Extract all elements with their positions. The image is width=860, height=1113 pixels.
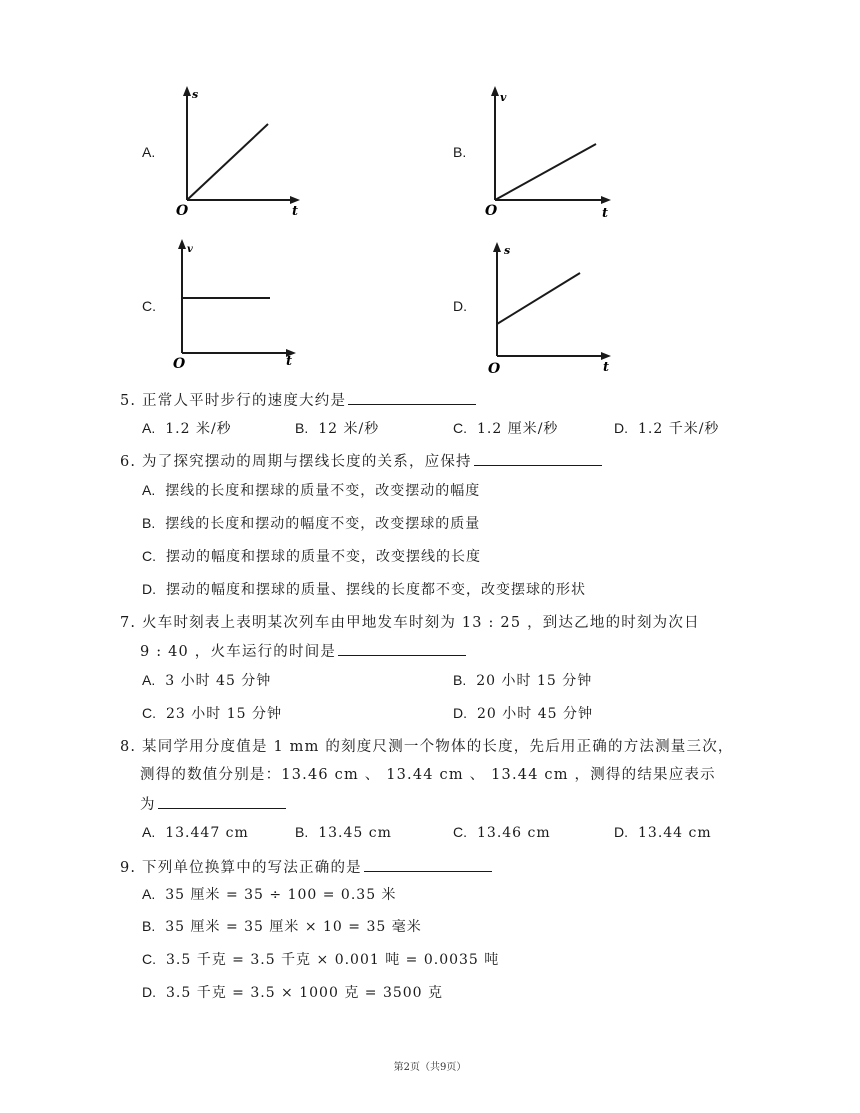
graph-d-x-label: t bbox=[603, 360, 610, 375]
question-9-option-a: A. 35 厘米 = 35 ÷ 100 = 0.35 米 bbox=[142, 886, 397, 903]
graph-a-x-arrow bbox=[290, 196, 300, 204]
graph-b-line bbox=[495, 144, 596, 200]
answer-blank bbox=[158, 794, 286, 809]
page-footer: 第2页（共9页） bbox=[393, 1062, 467, 1073]
question-8-stem-line-2: 测得的数值分别是：13.46 cm 、 13.44 cm 、 13.44 cm ，测得的结果应表示 bbox=[140, 767, 716, 783]
question-5-option-c: C. 1.2 厘米/秒 bbox=[453, 420, 559, 437]
question-6-stem bbox=[120, 451, 602, 472]
question-7-option-d: D. 20 小时 45 分钟 bbox=[453, 705, 593, 722]
question-7-stem-line-2: 9 : 40 ，火车运行的时间是 bbox=[140, 641, 466, 662]
graph-b-label: B. bbox=[453, 144, 467, 160]
graph-a-x-label: t bbox=[292, 204, 299, 219]
graph-b-y-arrow bbox=[491, 86, 499, 96]
answer-blank bbox=[348, 390, 476, 405]
graph-a-line bbox=[187, 124, 268, 200]
graph-d bbox=[480, 240, 620, 375]
question-6-text: 6. 为了探究摆动的周期与摆线长度的关系，应保持 bbox=[120, 454, 472, 470]
graph-b-origin-label: O bbox=[485, 203, 498, 219]
question-7-option-b: B. 20 小时 15 分钟 bbox=[453, 672, 593, 689]
answer-blank bbox=[364, 857, 492, 872]
question-6-option-d: D. 摆动的幅度和摆球的质量、摆线的长度都不变，改变摆球的形状 bbox=[142, 581, 586, 598]
question-8-option-a: A. 13.447 cm bbox=[142, 824, 249, 841]
question-5-option-a: A. 1.2 米/秒 bbox=[142, 420, 232, 437]
question-9-text: 9. 下列单位换算中的写法正确的是 bbox=[120, 860, 362, 876]
question-8-option-c: C. 13.46 cm bbox=[453, 824, 551, 841]
graph-b-x-arrow bbox=[601, 196, 611, 204]
graph-d-line bbox=[497, 273, 580, 324]
graph-d-origin-label: O bbox=[488, 361, 501, 377]
graph-d-label: D. bbox=[453, 298, 467, 314]
graph-c-x-label: t bbox=[286, 354, 293, 369]
question-5-text: 5. 正常人平时步行的速度大约是 bbox=[120, 393, 347, 409]
question-9-stem bbox=[120, 857, 492, 878]
graph-a-y-arrow bbox=[183, 86, 191, 96]
question-6-option-c: C. 摆动的幅度和摆球的质量不变，改变摆线的长度 bbox=[142, 548, 481, 565]
question-9-option-c: C. 3.5 千克 = 3.5 千克 × 0.001 吨 = 0.0035 吨 bbox=[142, 951, 500, 968]
graph-b-y-label: v bbox=[500, 91, 507, 104]
answer-blank bbox=[474, 451, 602, 466]
graph-a bbox=[170, 84, 300, 219]
question-8-option-d: D. 13.44 cm bbox=[614, 824, 712, 841]
question-7-stem-line-1: 7. 火车时刻表上表明某次列车由甲地发车时刻为 13 : 25 ，到达乙地的时刻为次日 bbox=[120, 615, 700, 631]
graph-b-x-label: t bbox=[602, 206, 609, 221]
graph-c-label: C. bbox=[142, 298, 156, 314]
graph-c-y-arrow bbox=[178, 239, 186, 249]
answer-blank bbox=[338, 641, 466, 656]
question-5-option-b: B. 12 米/秒 bbox=[295, 420, 380, 437]
graph-c-y-label: v bbox=[187, 244, 193, 255]
graph-a-label: A. bbox=[142, 144, 156, 160]
graph-c bbox=[165, 237, 305, 372]
question-9-option-b: B. 35 厘米 = 35 厘米 × 10 = 35 毫米 bbox=[142, 918, 422, 935]
question-8-option-b: B. 13.45 cm bbox=[295, 824, 392, 841]
question-5-option-d: D. 1.2 千米/秒 bbox=[614, 420, 720, 437]
question-6-option-b: B. 摆线的长度和摆动的幅度不变，改变摆球的质量 bbox=[142, 515, 481, 532]
graph-d-y-label: s bbox=[504, 244, 511, 257]
graph-d-y-arrow bbox=[493, 242, 501, 252]
question-5-stem bbox=[120, 390, 476, 411]
graph-d-x-arrow bbox=[601, 352, 611, 360]
question-8-stem-line-3: 为 bbox=[140, 794, 286, 815]
graph-a-y-label: s bbox=[192, 88, 199, 101]
question-8-stem-line-1: 8. 某同学用分度值是 1 mm 的刻度尺测一个物体的长度，先后用正确的方法测量三次， bbox=[120, 739, 734, 755]
question-9-option-d: D. 3.5 千克 = 3.5 × 1000 克 = 3500 克 bbox=[142, 984, 444, 1001]
question-6-option-a: A. 摆线的长度和摆球的质量不变，改变摆动的幅度 bbox=[142, 482, 481, 499]
graph-c-origin-label: O bbox=[173, 356, 186, 372]
question-7-option-c: C. 23 小时 15 分钟 bbox=[142, 705, 282, 722]
graph-b bbox=[478, 84, 618, 219]
graph-a-origin-label: O bbox=[176, 203, 189, 219]
question-7-option-a: A. 3 小时 45 分钟 bbox=[142, 672, 272, 689]
